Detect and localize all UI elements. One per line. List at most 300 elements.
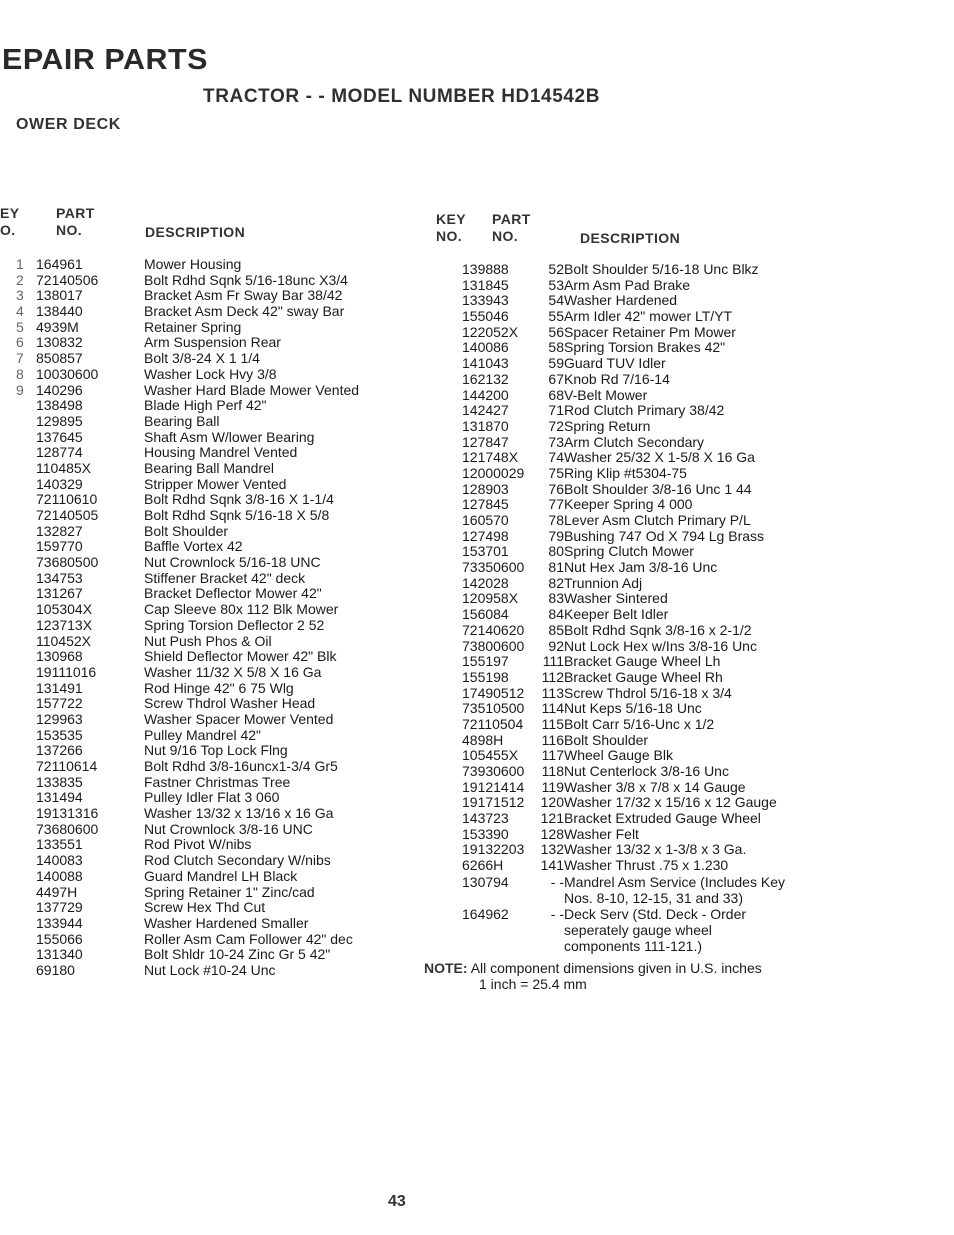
parts-row	[16, 743, 416, 759]
parts-key: 79	[548, 527, 564, 544]
parts-key: 5	[16, 318, 24, 335]
parts-row	[424, 764, 944, 780]
parts-part: 156084	[462, 606, 509, 623]
parts-part: 128903	[462, 480, 509, 497]
parts-row	[424, 309, 944, 325]
parts-part: 137645	[36, 428, 83, 445]
parts-desc: Bolt Rdhd Sqnk 3/8-16 X 1-1/4	[144, 491, 334, 508]
parts-key: 8	[16, 365, 24, 382]
parts-desc: Washer 13/32 x 13/16 x 16 Ga	[144, 805, 334, 822]
parts-desc: Nut Keps 5/16-18 Unc	[564, 700, 702, 717]
parts-row	[16, 806, 416, 822]
parts-row	[16, 712, 416, 728]
parts-part: 17490512	[462, 684, 525, 701]
page-title: EPAIR PARTS	[2, 44, 208, 76]
parts-row	[16, 524, 416, 540]
parts-row	[16, 304, 416, 320]
page-number: 43	[388, 1193, 406, 1210]
parts-part: 129963	[36, 710, 83, 727]
parts-desc: Washer Thrust .75 x 1.230	[564, 857, 729, 874]
parts-desc: Nut 9/16 Top Lock Flng	[144, 742, 288, 759]
parts-desc: Washer Lock Hvy 3/8	[144, 365, 277, 382]
parts-part: 131494	[36, 789, 83, 806]
parts-key: 141	[540, 857, 564, 874]
parts-row	[16, 383, 416, 399]
parts-part: 10030600	[36, 365, 99, 382]
parts-key: 111	[542, 653, 564, 670]
right-key-header-line1: KEY	[436, 211, 466, 227]
parts-key: 113	[541, 684, 564, 701]
parts-row-multiline	[424, 907, 944, 954]
parts-part: 127498	[462, 527, 509, 544]
parts-row	[424, 686, 944, 702]
parts-row	[16, 351, 416, 367]
parts-desc-line: seperately gauge wheel	[564, 921, 712, 938]
parts-key: 6	[16, 334, 24, 351]
parts-row	[16, 257, 416, 273]
parts-row	[424, 560, 944, 576]
right-part-header	[492, 211, 531, 245]
parts-desc: Guard Mandrel LH Black	[144, 867, 298, 884]
note-label: NOTE:	[424, 960, 468, 976]
parts-row	[424, 450, 944, 466]
parts-row	[424, 717, 944, 733]
parts-key: 55	[548, 308, 564, 325]
parts-row	[16, 649, 416, 665]
parts-desc: Bracket Extruded Gauge Wheel	[564, 810, 761, 827]
parts-row	[16, 539, 416, 555]
parts-row	[16, 728, 416, 744]
parts-part: 19132203	[462, 841, 525, 858]
parts-part: 72140620	[462, 621, 525, 638]
right-key-header	[436, 211, 466, 245]
parts-part: 137729	[36, 899, 83, 916]
parts-row	[16, 696, 416, 712]
parts-row	[16, 963, 416, 979]
parts-part: 69180	[36, 961, 75, 978]
parts-desc: Arm Suspension Rear	[144, 334, 281, 351]
parts-part: 164962	[462, 906, 509, 923]
parts-part: 140088	[36, 867, 83, 884]
parts-part: 19131316	[36, 805, 99, 822]
parts-row	[424, 293, 944, 309]
parts-part: 130832	[36, 334, 83, 351]
parts-key: 120	[540, 794, 564, 811]
parts-key: 3	[16, 287, 24, 304]
parts-desc: Screw Hex Thd Cut	[144, 899, 266, 916]
left-key-header-line1: EY	[0, 205, 20, 221]
parts-key: 71	[548, 402, 564, 419]
parts-desc: Retainer Spring	[144, 318, 242, 335]
parts-key: 77	[548, 496, 564, 513]
parts-part: 138017	[36, 287, 83, 304]
parts-part: 850857	[36, 350, 83, 367]
parts-part: 121748X	[462, 449, 519, 466]
parts-key: 68	[548, 386, 564, 403]
parts-part: 73680600	[36, 820, 99, 837]
parts-row	[16, 665, 416, 681]
parts-desc: Nut Push Phos & Oil	[144, 632, 272, 649]
parts-desc: Washer 11/32 X 5/8 X 16 Ga	[144, 663, 322, 680]
parts-desc-line: components 111-121.)	[564, 937, 703, 954]
parts-desc: Nut Crownlock 3/8-16 UNC	[144, 820, 313, 837]
parts-row	[424, 466, 944, 482]
parts-part: 133944	[36, 914, 83, 931]
parts-desc-line: Nos. 8-10, 12-15, 31 and 33)	[564, 889, 744, 906]
parts-row	[16, 414, 416, 430]
parts-part: 110485X	[36, 459, 92, 476]
parts-part: 73680500	[36, 554, 99, 571]
parts-row	[16, 790, 416, 806]
parts-desc: Washer 17/32 x 15/16 x 12 Gauge	[564, 794, 777, 811]
parts-row	[16, 430, 416, 446]
parts-key: 80	[548, 543, 564, 560]
parts-part: 4497H	[36, 883, 78, 900]
parts-part: 140329	[36, 475, 83, 492]
parts-part: 123713X	[36, 616, 93, 633]
parts-part: 142028	[462, 574, 509, 591]
parts-part: 133551	[36, 836, 83, 853]
parts-row	[424, 748, 944, 764]
parts-part: 142427	[462, 402, 509, 419]
parts-row	[16, 398, 416, 414]
parts-row	[16, 602, 416, 618]
parts-part: 155046	[462, 308, 509, 325]
right-part-header-line1: PART	[492, 211, 531, 227]
right-desc-header: DESCRIPTION	[580, 230, 681, 246]
parts-desc: Bushing 747 Od X 794 Lg Brass	[564, 527, 765, 544]
parts-row	[424, 842, 944, 858]
parts-key: 7	[16, 350, 24, 367]
parts-row	[16, 335, 416, 351]
parts-row	[424, 654, 944, 670]
parts-row	[424, 795, 944, 811]
parts-part: 73350600	[462, 559, 525, 576]
parts-key: 92	[548, 637, 564, 654]
parts-desc: Blade High Perf 42"	[144, 397, 267, 414]
parts-part: 140086	[462, 339, 509, 356]
parts-key: 58	[548, 339, 564, 356]
parts-part: 127847	[462, 433, 509, 450]
parts-desc: Keeper Belt Idler	[564, 606, 669, 623]
parts-desc: Washer Felt	[564, 825, 639, 842]
parts-row	[424, 591, 944, 607]
parts-row	[424, 262, 944, 278]
parts-desc: Ring Klip #t5304-75	[564, 464, 687, 481]
left-part-header-line2: NO.	[56, 222, 83, 238]
parts-row	[424, 670, 944, 686]
parts-key: 114	[541, 700, 564, 717]
parts-desc: Bolt Shoulder	[564, 731, 649, 748]
parts-row	[424, 701, 944, 717]
parts-row	[424, 419, 944, 435]
parts-desc: Washer 25/32 X 1-5/8 X 16 Ga	[564, 449, 755, 466]
parts-key: 67	[548, 370, 564, 387]
parts-desc: Spring Return	[564, 417, 651, 434]
parts-desc: Rod Hinge 42" 6 75 Wlg	[144, 679, 294, 696]
parts-key: 56	[548, 323, 564, 340]
parts-row	[16, 837, 416, 853]
parts-desc: Rod Clutch Secondary W/nibs	[144, 852, 331, 869]
parts-row	[424, 733, 944, 749]
parts-row	[424, 576, 944, 592]
parts-desc: Stripper Mower Vented	[144, 475, 287, 492]
parts-part: 138498	[36, 397, 83, 414]
parts-part: 73930600	[462, 763, 525, 779]
parts-row	[424, 388, 944, 404]
parts-key: 2	[16, 271, 24, 288]
parts-part: 6266H	[462, 857, 504, 874]
parts-desc: Bolt Carr 5/16-Unc x 1/2	[564, 715, 715, 732]
parts-key: 1	[16, 256, 24, 272]
parts-desc: Nut Lock #10-24 Unc	[144, 961, 276, 978]
parts-row	[16, 461, 416, 477]
parts-part: 72110504	[462, 715, 524, 732]
parts-part: 162132	[462, 370, 509, 387]
note-line1: All component dimensions given in U.S. inches	[470, 960, 762, 976]
parts-desc: Bracket Gauge Wheel Rh	[564, 668, 723, 685]
model-heading: TRACTOR - - MODEL NUMBER HD14542B	[203, 86, 601, 107]
parts-row	[424, 780, 944, 796]
parts-desc: Nut Lock Hex w/Ins 3/8-16 Unc	[564, 637, 757, 654]
parts-desc: Bearing Ball	[144, 412, 220, 429]
parts-row	[16, 916, 416, 932]
parts-desc: Wheel Gauge Blk	[564, 747, 673, 764]
parts-desc: V-Belt Mower	[564, 386, 648, 403]
parts-desc: Mower Housing	[144, 256, 242, 272]
parts-desc: Nut Centerlock 3/8-16 Unc	[564, 763, 729, 779]
parts-part: 19111016	[36, 663, 97, 680]
parts-row	[424, 513, 944, 529]
parts-desc: Washer 3/8 x 7/8 x 14 Gauge	[564, 778, 746, 795]
parts-part: 131340	[36, 946, 83, 963]
parts-desc: Bolt Rdhd Sqnk 3/8-16 x 2-1/2	[564, 621, 752, 638]
parts-key: 74	[548, 449, 564, 466]
parts-row	[424, 544, 944, 560]
parts-row	[16, 634, 416, 650]
parts-key: 121	[540, 810, 564, 827]
parts-desc: Arm Clutch Secondary	[564, 433, 705, 450]
parts-part: 144200	[462, 386, 509, 403]
parts-key: 128	[540, 825, 564, 842]
parts-desc: Bracket Deflector Mower 42"	[144, 585, 322, 602]
parts-row	[16, 477, 416, 493]
parts-row	[16, 571, 416, 587]
parts-part: 110452X	[36, 632, 92, 649]
parts-row	[16, 445, 416, 461]
parts-desc: Screw Thdrol Washer Head	[144, 695, 316, 712]
parts-key: 118	[541, 763, 564, 779]
left-key-header	[0, 205, 19, 239]
parts-key: 81	[548, 559, 564, 576]
parts-key: 116	[541, 731, 564, 748]
parts-desc: Spring Retainer 1" Zinc/cad	[144, 883, 315, 900]
parts-desc: Nut Crownlock 5/16-18 UNC	[144, 554, 321, 571]
parts-row	[16, 885, 416, 901]
parts-desc: Bolt Shldr 10-24 Zinc Gr 5 42"	[144, 946, 331, 963]
parts-key: 132	[540, 841, 564, 858]
parts-key: 4	[16, 303, 24, 320]
parts-part: 139888	[462, 261, 509, 277]
parts-desc: Rod Pivot W/nibs	[144, 836, 252, 853]
parts-row	[424, 639, 944, 655]
parts-part: 133835	[36, 773, 83, 790]
parts-row	[424, 403, 944, 419]
parts-key: 53	[548, 276, 564, 293]
parts-desc: Spring Torsion Deflector 2 52	[144, 616, 325, 633]
parts-desc: Washer Hard Blade Mower Vented	[144, 381, 360, 398]
parts-row	[16, 775, 416, 791]
parts-desc: Bolt Shoulder 5/16-18 Unc Blkz	[564, 261, 759, 277]
parts-row	[424, 623, 944, 639]
parts-part: 155198	[462, 668, 509, 685]
parts-part: 19121414	[462, 778, 525, 795]
parts-desc: Bolt Rdhd Sqnk 5/16-18 X 5/8	[144, 507, 330, 523]
parts-key: 75	[548, 464, 564, 481]
parts-part: 131845	[462, 276, 509, 293]
parts-desc: Arm Asm Pad Brake	[564, 276, 691, 293]
left-key-header-line2: O.	[0, 222, 16, 238]
note	[424, 960, 762, 992]
parts-key: 9	[16, 381, 24, 398]
parts-row	[16, 853, 416, 869]
parts-part: 134753	[36, 569, 83, 586]
parts-row	[424, 497, 944, 513]
parts-desc: Stiffener Bracket 42" deck	[144, 569, 306, 586]
parts-desc: Screw Thdrol 5/16-18 x 3/4	[564, 684, 732, 701]
left-parts-list	[16, 257, 416, 979]
parts-part: 140296	[36, 381, 83, 398]
parts-desc: Washer Hardened	[564, 292, 678, 309]
parts-row	[16, 932, 416, 948]
parts-part: 4898H	[462, 731, 504, 748]
parts-desc: Bolt Shoulder 3/8-16 Unc 1 44	[564, 480, 752, 497]
parts-row	[424, 607, 944, 623]
parts-row	[16, 947, 416, 963]
parts-part: 138440	[36, 303, 83, 320]
parts-desc: Housing Mandrel Vented	[144, 444, 298, 461]
parts-desc: Cap Sleeve 80x 112 Blk Mower	[144, 601, 339, 618]
parts-part: 4939M	[36, 318, 79, 335]
parts-desc: Fastner Christmas Tree	[144, 773, 291, 790]
parts-key: - -	[550, 906, 564, 923]
parts-desc: Nut Hex Jam 3/8-16 Unc	[564, 559, 718, 576]
parts-desc: Lever Asm Clutch Primary P/L	[564, 512, 751, 528]
parts-part: 19171512	[462, 794, 525, 811]
parts-part: 12000029	[462, 464, 525, 481]
parts-row	[16, 367, 416, 383]
parts-desc	[564, 907, 746, 954]
parts-part: 73800600	[462, 637, 525, 654]
parts-part: 155066	[36, 930, 83, 947]
parts-row	[424, 372, 944, 388]
parts-row	[16, 900, 416, 916]
parts-part: 160570	[462, 512, 509, 528]
parts-row	[424, 482, 944, 498]
parts-part: 130794	[462, 873, 509, 890]
parts-part: 132827	[36, 522, 83, 539]
parts-part: 164961	[36, 256, 83, 272]
parts-row	[424, 278, 944, 294]
parts-part: 120958X	[462, 590, 519, 607]
parts-key: 82	[548, 574, 564, 591]
parts-key: 83	[548, 590, 564, 607]
parts-part: 129895	[36, 412, 83, 429]
parts-row	[16, 618, 416, 634]
parts-desc: Knob Rd 7/16-14	[564, 370, 670, 387]
parts-key: 115	[541, 715, 564, 732]
right-key-header-line2: NO.	[436, 228, 463, 244]
parts-part: 130968	[36, 648, 83, 665]
parts-row	[16, 492, 416, 508]
parts-part: 133943	[462, 292, 509, 309]
parts-part: 153701	[462, 543, 509, 560]
parts-part: 143723	[462, 810, 509, 827]
parts-key: 73	[548, 433, 564, 450]
parts-desc: Pulley Mandrel 42"	[144, 726, 262, 743]
parts-key: 112	[541, 668, 564, 685]
parts-part: 153390	[462, 825, 509, 842]
parts-part: 72110610	[36, 491, 98, 508]
parts-key: - -	[550, 873, 564, 890]
parts-desc	[564, 875, 785, 906]
left-part-header	[56, 205, 95, 239]
left-part-header-line1: PART	[56, 205, 95, 221]
parts-desc: Spacer Retainer Pm Mower	[564, 323, 736, 340]
parts-desc: Bolt Rdhd Sqnk 5/16-18unc X3/4	[144, 271, 348, 288]
parts-key: 72	[548, 417, 564, 434]
parts-part: 155197	[462, 653, 509, 670]
parts-part: 131491	[36, 679, 83, 696]
parts-row-multiline	[424, 875, 944, 906]
parts-desc: Bolt Shoulder	[144, 522, 229, 539]
parts-part: 159770	[36, 538, 83, 555]
parts-desc: Arm Idler 42" mower LT/YT	[564, 308, 733, 325]
parts-part: 122052X	[462, 323, 519, 340]
parts-desc: Shaft Asm W/lower Bearing	[144, 428, 315, 445]
parts-desc: Spring Torsion Brakes 42"	[564, 339, 726, 356]
note-line2: 1 inch = 25.4 mm	[479, 976, 587, 992]
parts-part: 128774	[36, 444, 83, 461]
parts-desc-line: Mandrel Asm Service (Includes Key	[564, 873, 785, 890]
parts-desc: Shield Deflector Mower 42" Blk	[144, 648, 337, 665]
parts-desc: Baffle Vortex 42	[144, 538, 243, 555]
parts-key: 117	[541, 747, 564, 764]
parts-row	[424, 858, 944, 874]
parts-row	[16, 869, 416, 885]
parts-part: 127845	[462, 496, 509, 513]
parts-part: 105455X	[462, 747, 519, 764]
parts-part: 153535	[36, 726, 83, 743]
parts-row	[16, 555, 416, 571]
parts-desc-line: Deck Serv (Std. Deck - Order	[564, 906, 747, 923]
parts-desc: Guard TUV Idler	[564, 355, 666, 372]
parts-row	[424, 356, 944, 372]
parts-row	[16, 273, 416, 289]
parts-part: 72140505	[36, 507, 99, 523]
parts-desc: Spring Clutch Mower	[564, 543, 694, 560]
parts-desc: Keeper Spring 4 000	[564, 496, 693, 513]
right-part-header-line2: NO.	[492, 228, 519, 244]
section-heading: OWER DECK	[16, 116, 121, 133]
parts-key: 119	[541, 778, 564, 795]
parts-desc: Bracket Asm Deck 42" sway Bar	[144, 303, 345, 320]
parts-row	[16, 681, 416, 697]
parts-key: 85	[548, 621, 564, 638]
parts-row	[424, 325, 944, 341]
parts-row	[424, 340, 944, 356]
right-parts-list	[424, 262, 944, 954]
